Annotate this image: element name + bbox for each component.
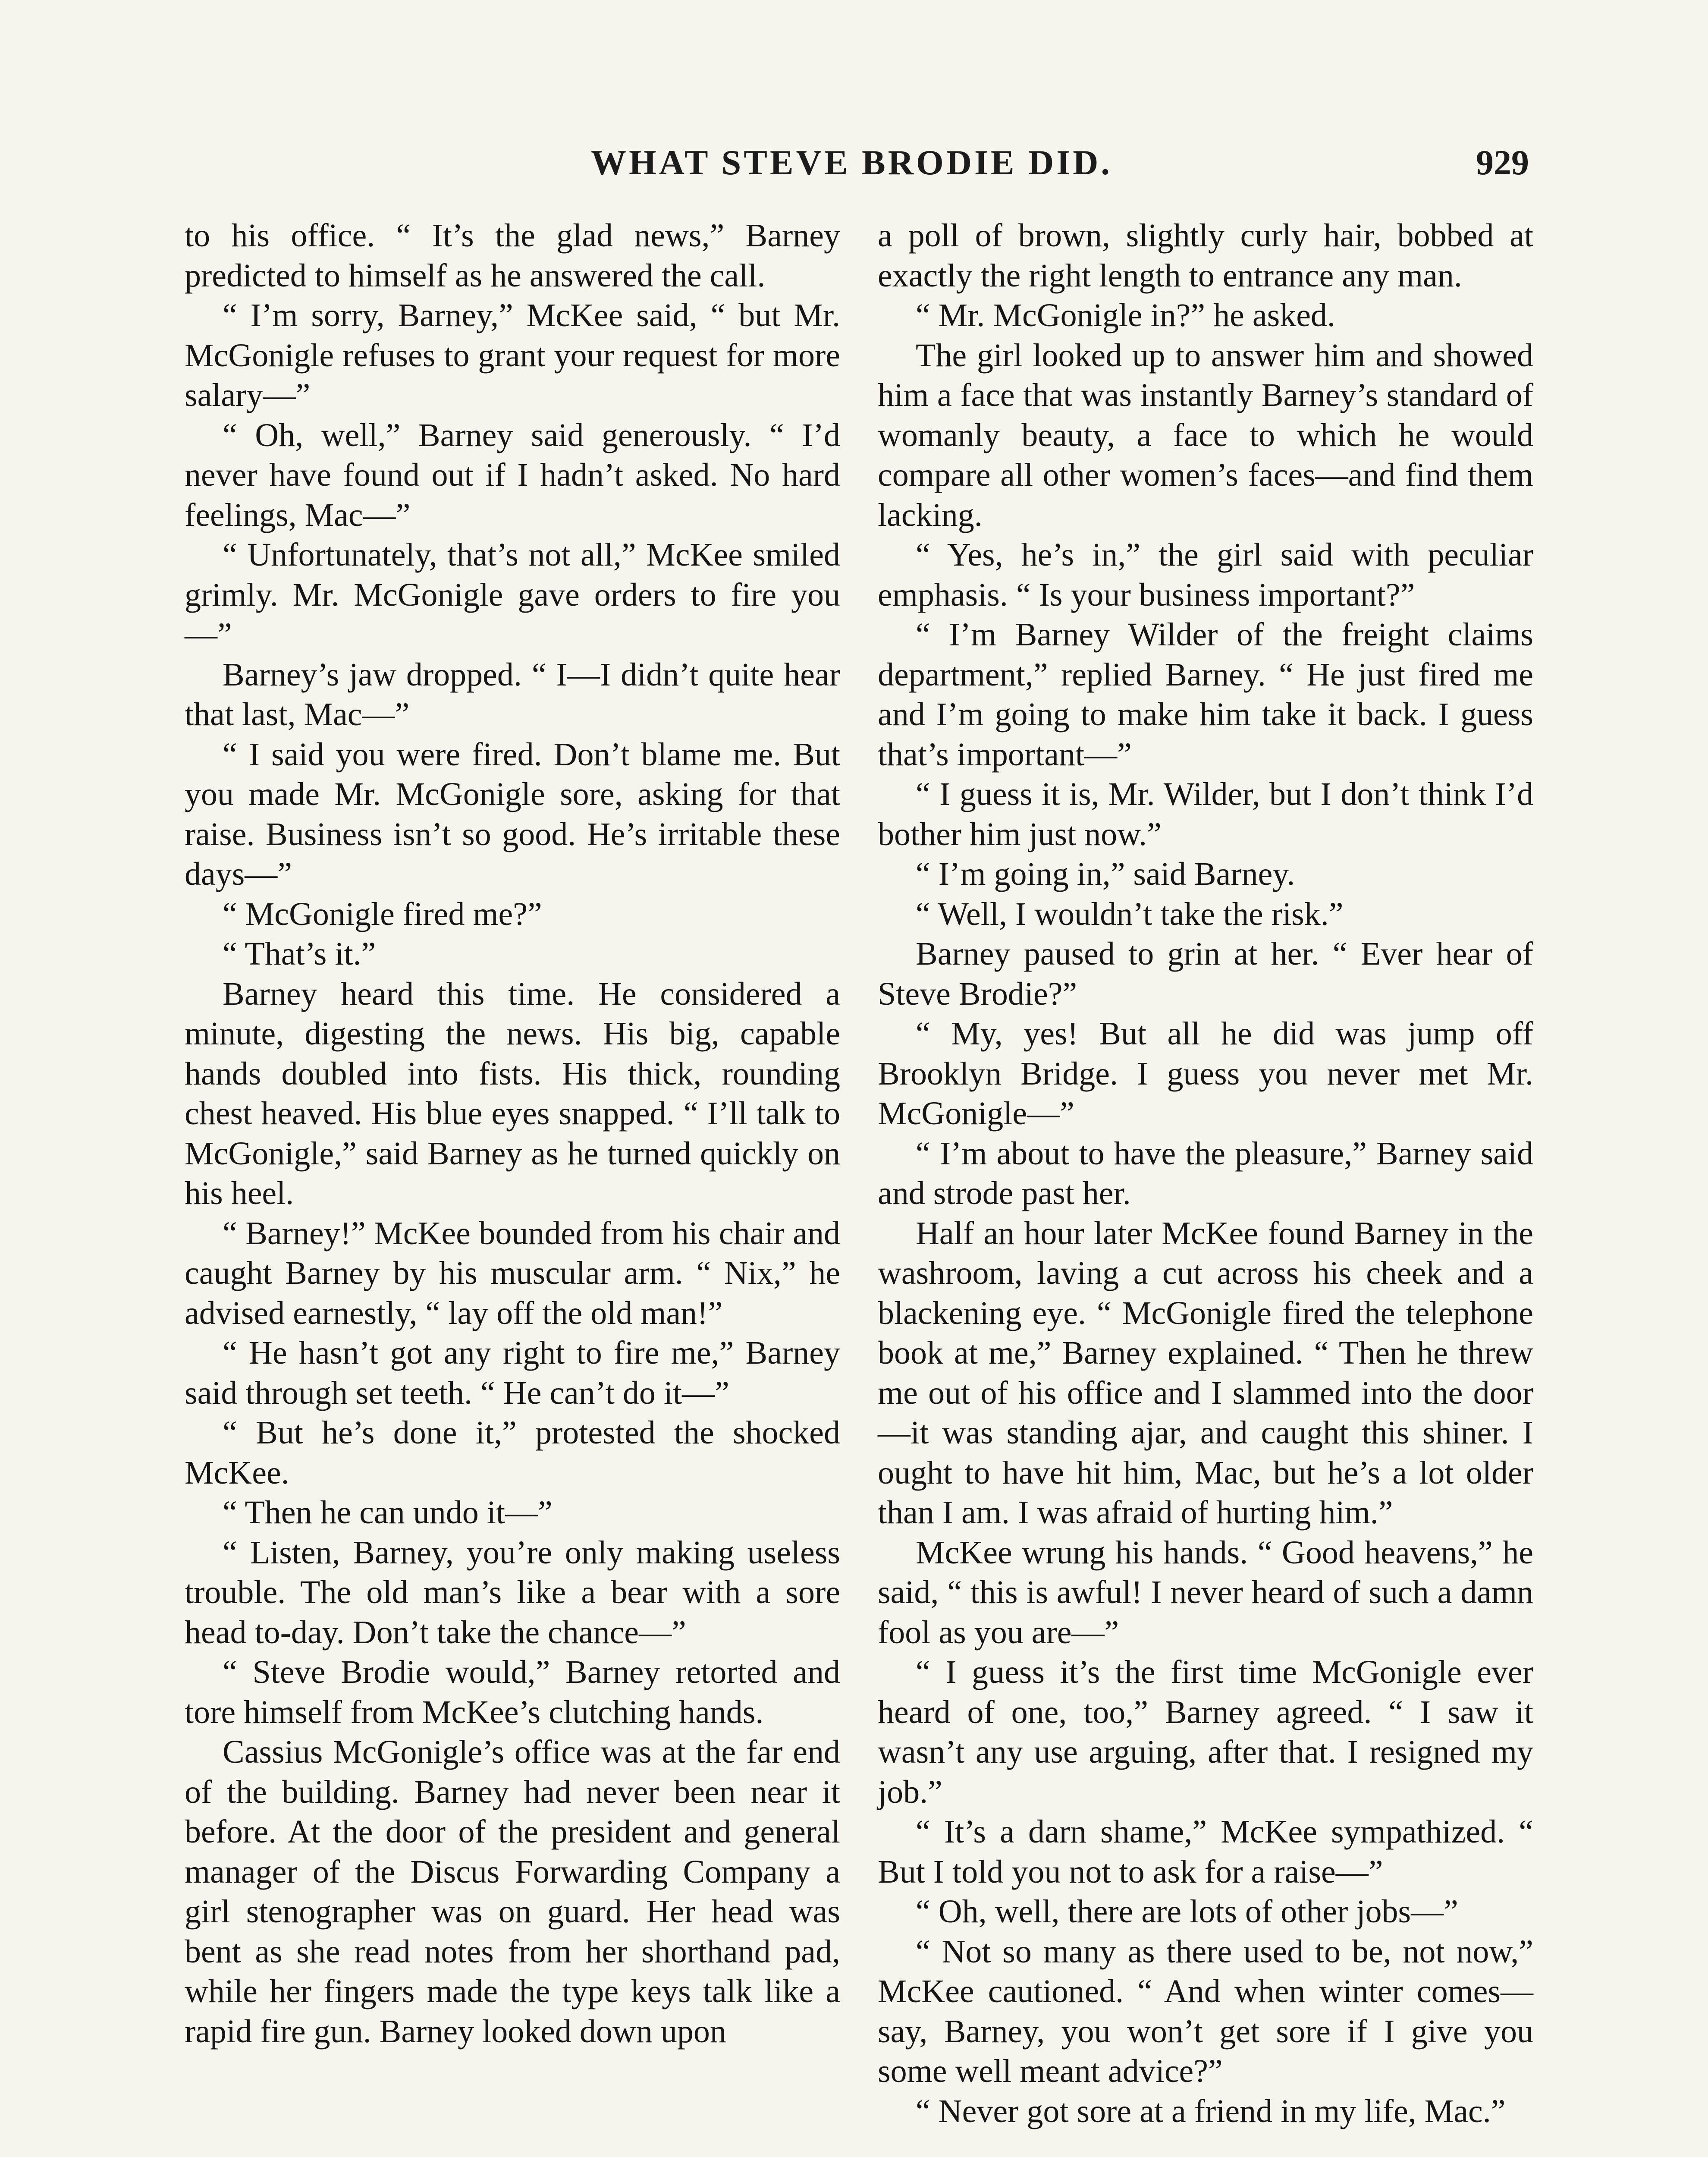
- running-head: [0, 142, 1708, 194]
- paragraph: “ Not so many as there used to be, not now,” McKee cautioned. “ And when winter comes—say, Barney, you won’t get sore if I give you some well meant advice?”: [878, 1933, 1533, 2089]
- paragraph: “ Then he can undo it—”: [223, 1494, 553, 1531]
- paragraph: “ Listen, Barney, you’re only making useless trouble. The old man’s like a bear with a sore head to-day. Don’t take the chance—”: [185, 1534, 840, 1651]
- paragraph: “ I said you were fired. Don’t blame me. But you made Mr. McGonigle sore, asking for that raise. Business isn’t so good. He’s irritable these days—”: [185, 736, 840, 892]
- paragraph: “ Yes, he’s in,” the girl said with peculiar emphasis. “ Is your business important?”: [878, 537, 1533, 613]
- paragraph: to his office. “ It’s the glad news,” Barney predicted to himself as he answered the call.: [185, 217, 840, 294]
- paragraph: Barney’s jaw dropped. “ I—I didn’t quite hear that last, Mac—”: [185, 656, 840, 733]
- paragraph: “ I’m going in,” said Barney.: [916, 856, 1295, 892]
- paragraph: “ I’m Barney Wilder of the freight claims department,” replied Barney. “ He just fired me and I’m going to make him take it back. I guess that’s important—”: [878, 616, 1533, 773]
- paragraph: Cassius McGonigle’s office was at the far end of the building. Barney had never been near it before. At the door of the president and general manager of the Discus Forwarding Company a girl stenographer was on guard. Her head was bent as she read notes from her shorthand pad, while her fingers made the type keys talk like a rapid fire gun. Barney looked down upon: [185, 1734, 840, 2050]
- paragraph: McKee wrung his hands. “ Good heavens,” he said, “ this is awful! I never heard of such a damn fool as you are—”: [878, 1534, 1533, 1651]
- paragraph: “ Oh, well,” Barney said generously. “ I’d never have found out if I hadn’t asked. No hard feelings, Mac—”: [185, 417, 840, 533]
- paragraph: “ Well, I wouldn’t take the risk.”: [916, 896, 1344, 932]
- paragraph: Barney heard this time. He considered a minute, digesting the news. His big, capable hands doubled into fists. His thick, rounding chest heaved. His blue eyes snapped. “ I’ll talk to McGonigle,” said Barney as he turned quickly on his heel.: [185, 975, 840, 1211]
- paragraph: “ I’m sorry, Barney,” McKee said, “ but Mr. McGonigle refuses to grant your request for more salary—”: [185, 297, 840, 413]
- story-title: WHAT STEVE BRODIE DID.: [591, 143, 1112, 182]
- paragraph: “ I guess it’s the first time McGonigle ever heard of one, too,” Barney agreed. “ I saw it wasn’t any use arguing, after that. I resigned my job.”: [878, 1654, 1533, 1810]
- paragraph: “ Mr. McGonigle in?” he asked.: [916, 297, 1335, 333]
- paragraph: “ Never got sore at a friend in my life, Mac.”: [916, 2093, 1506, 2129]
- paragraph: “ He hasn’t got any right to fire me,” Barney said through set teeth. “ He can’t do it—”: [185, 1335, 840, 1411]
- paragraph: Half an hour later McKee found Barney in the washroom, laving a cut across his cheek and a blackening eye. “ McGonigle fired the telephone book at me,” Barney explained. “ Then he threw me out of his office and I slammed into the door—it was standing ajar, and caught this shiner. I ought to have hit him, Mac, but he’s a lot older than I am. I was afraid of hurting him.”: [878, 1215, 1533, 1531]
- paragraph: “ Barney!” McKee bounded from his chair and caught Barney by his muscular arm. “ Nix,” he advised earnestly, “ lay off the old man!”: [185, 1215, 840, 1331]
- left-text-column: [185, 216, 840, 2157]
- paragraph: “ My, yes! But all he did was jump off Brooklyn Bridge. I guess you never met Mr. McGonigle—”: [878, 1016, 1533, 1132]
- paragraph: “ Oh, well, there are lots of other jobs—”: [916, 1893, 1458, 1930]
- paragraph: “ McGonigle fired me?”: [223, 896, 542, 932]
- paragraph: “ I’m about to have the pleasure,” Barney said and strode past her.: [878, 1135, 1533, 1211]
- paragraph: Barney paused to grin at her. “ Ever hear of Steve Brodie?”: [878, 936, 1533, 1012]
- paragraph: “ That’s it.”: [223, 936, 376, 972]
- paragraph: a poll of brown, slightly curly hair, bobbed at exactly the right length to entrance any man.: [878, 217, 1533, 294]
- right-text-column: [878, 216, 1533, 2157]
- paragraph: “ It’s a darn shame,” McKee sympathized. “ But I told you not to ask for a raise—”: [878, 1814, 1533, 1890]
- paragraph: “ Steve Brodie would,” Barney retorted and tore himself from McKee’s clutching hands.: [185, 1654, 840, 1730]
- paragraph: The girl looked up to answer him and showed him a face that was instantly Barney’s standard of womanly beauty, a face to which he would compare all other women’s faces—and find them lacking.: [878, 337, 1533, 533]
- paragraph: “ I guess it is, Mr. Wilder, but I don’t think I’d bother him just now.”: [878, 776, 1533, 852]
- page-number: 929: [1476, 143, 1529, 182]
- paragraph: “ But he’s done it,” protested the shocked McKee.: [185, 1415, 840, 1491]
- paragraph: “ Unfortunately, that’s not all,” McKee smiled grimly. Mr. McGonigle gave orders to fire you—”: [185, 537, 840, 653]
